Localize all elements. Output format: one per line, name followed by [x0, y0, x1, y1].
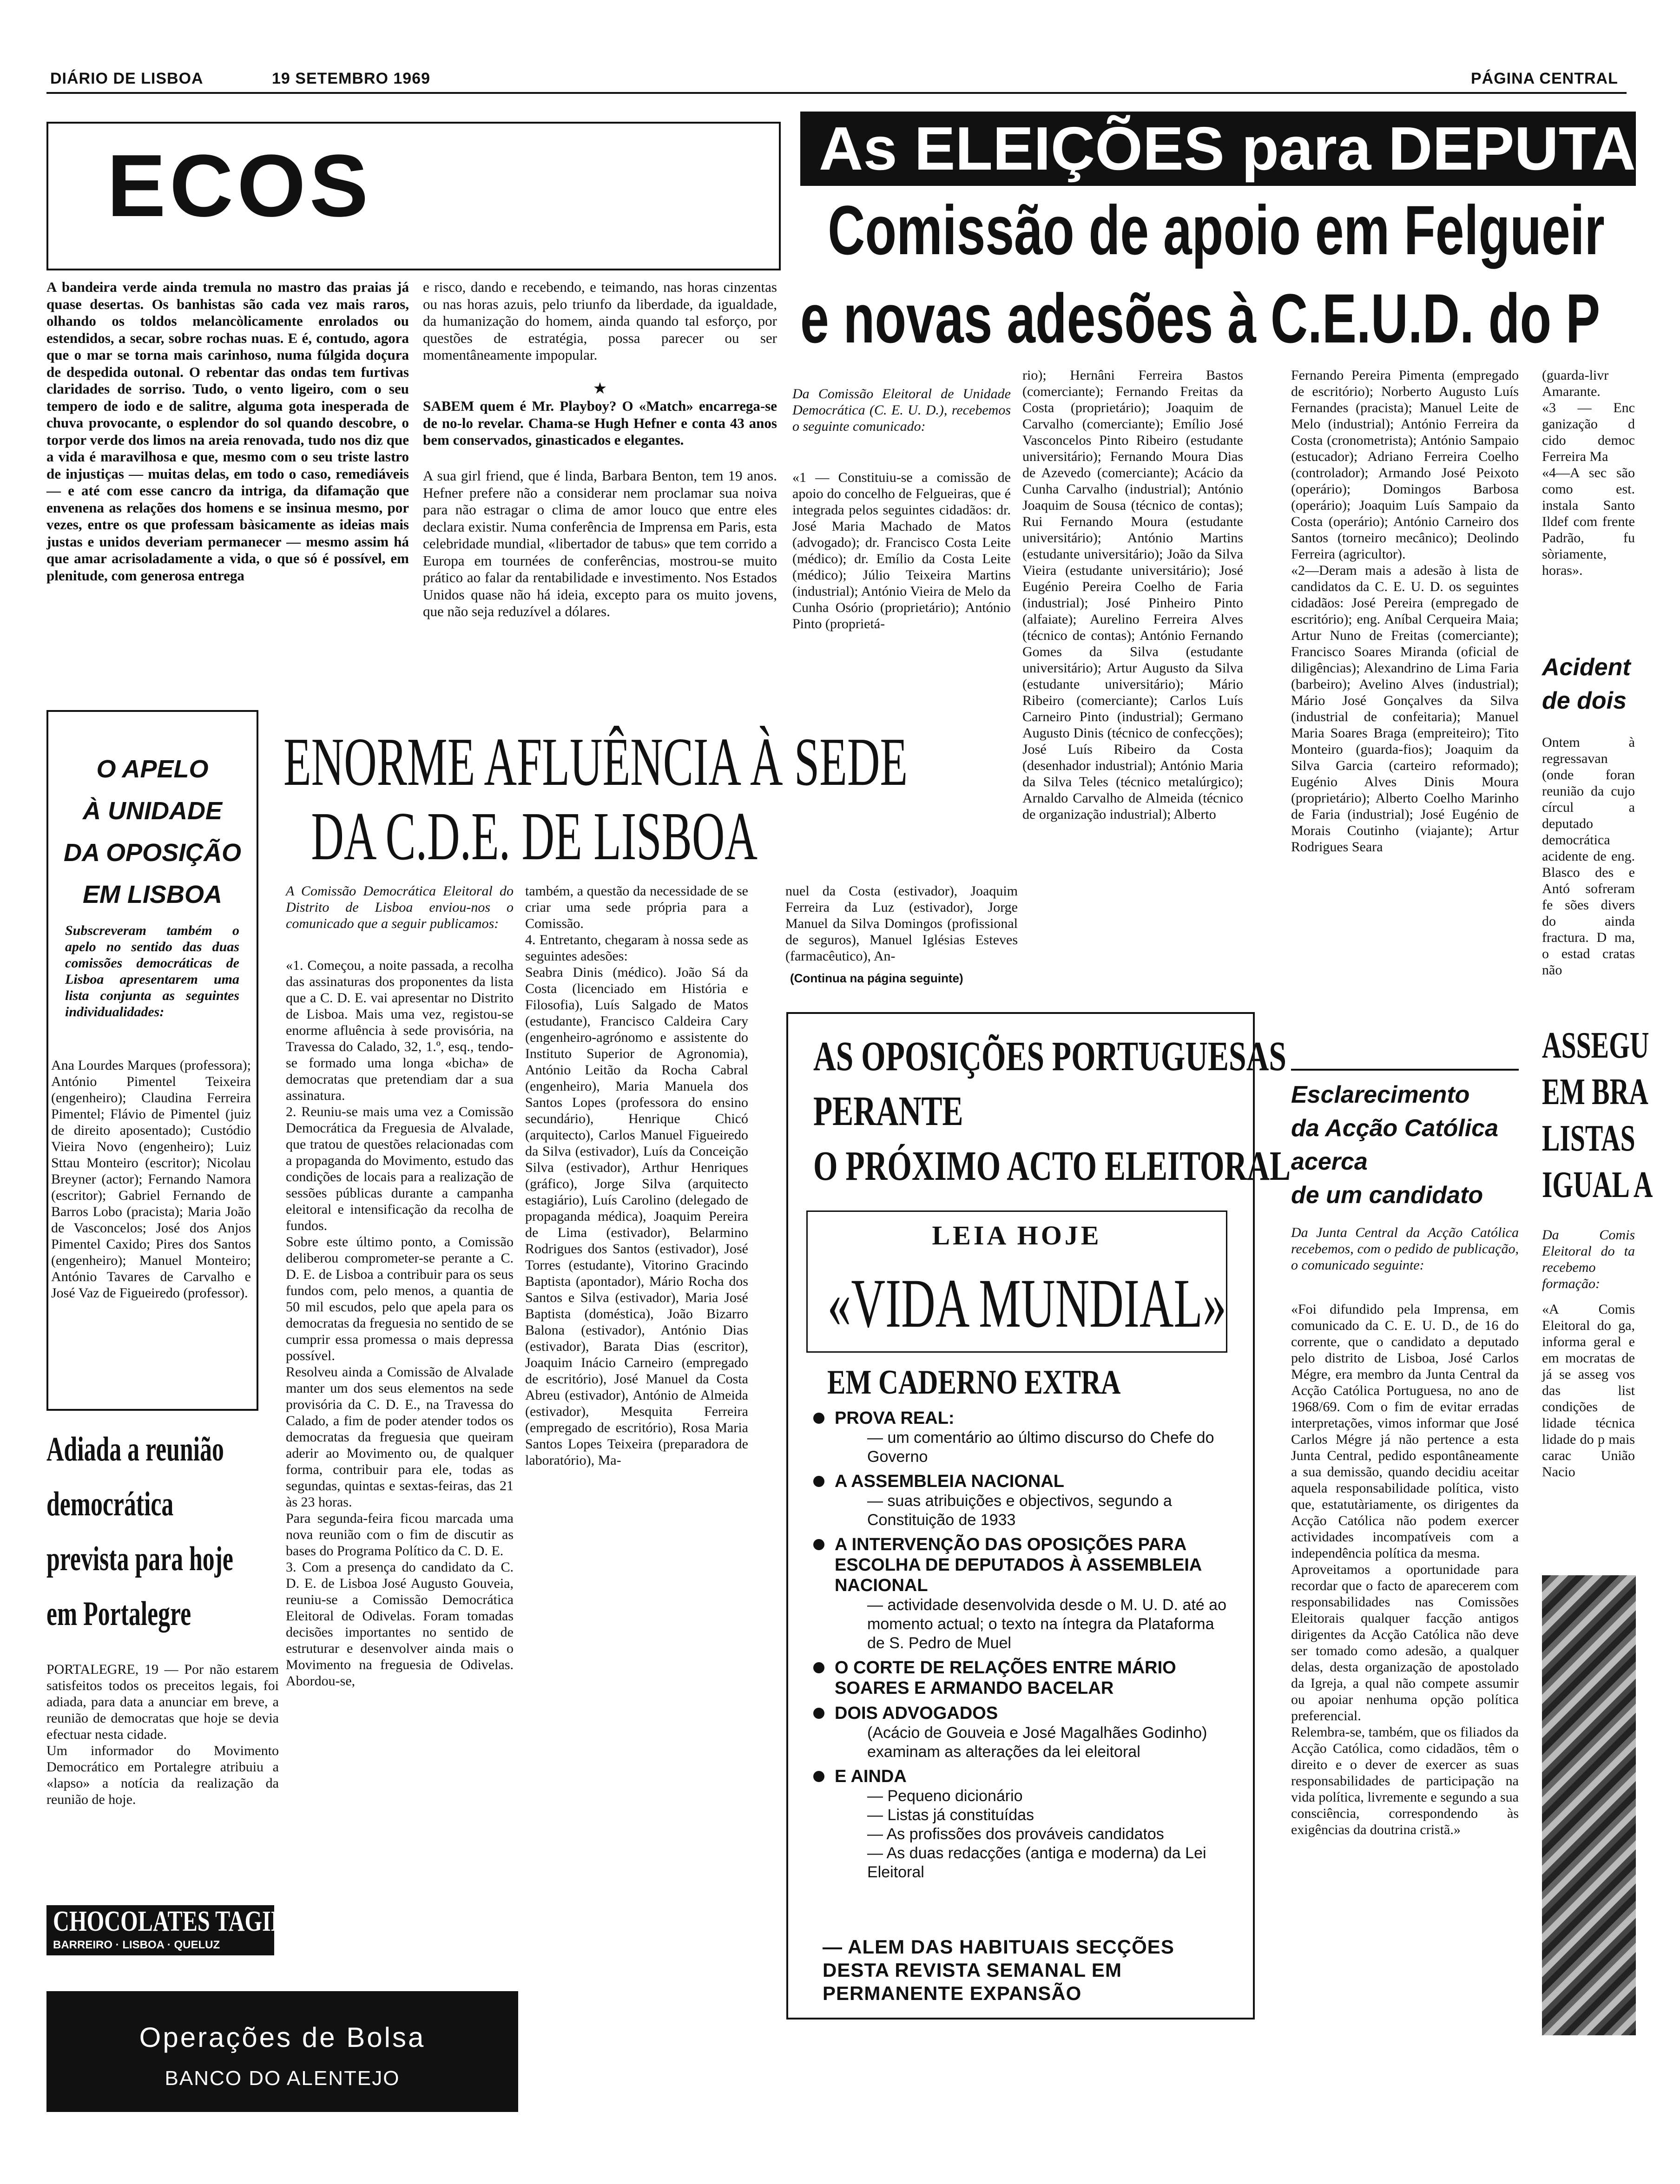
vida-topic-sub: — um comentário ao último discurso do Chefe do Governo [867, 1429, 1214, 1466]
vida-topic-head: A ASSEMBLEIA NACIONAL [835, 1472, 1064, 1491]
cde-headline-1: ENORME AFLUÊNCIA À SEDE [283, 724, 908, 800]
assegu-headline [1542, 1022, 1653, 1217]
cde-column-3: nuel da Costa (estivador), Joaquim Ferreira da Luz (estivador), Jorge Manuel da Silva Domingos (profissional de seguros), Manuel Iglésias Esteves (farmacêutico), An- [785, 883, 1018, 964]
accao-headline-2: da Acção Católica [1291, 1115, 1499, 1142]
star-separator: ★ [593, 380, 607, 397]
vida-topic-item [813, 1534, 1232, 1653]
vida-headline [813, 1029, 1291, 1201]
bullet-icon [813, 1771, 824, 1782]
vida-topic-text [835, 1408, 1232, 1467]
portalegre-headline-3: prevista para hoje [46, 1540, 233, 1578]
vida-topic-sub: — suas atribuições e objectivos, segundo a Constituição de 1933 [867, 1492, 1172, 1529]
vida-title-wrap [818, 1265, 1226, 1342]
vida-topic-text [835, 1471, 1232, 1530]
apelo-title-line-4: EM LISBOA [82, 881, 222, 908]
ecos-column-2b: SABEM quem é Mr. Playboy? O «Match» encarrega-se de no-lo revelar. Chama-se Hugh Hefner e conta 43 anos bem conservados, ginasticados e elegantes. [423, 398, 777, 448]
eleicoes-headline-2-wrap [800, 279, 1636, 357]
cde-column-2: também, a questão da necessidade de se criar uma sede própria para a Comissão. 4. Entretanto, chegaram à nossa sede as seguintes adesões: Seabra Dinis (médico). João Sá da Costa (licenciado em História e Filosofia), Luís Salgado de Matos (estudante), Francisco Caldeira Cary (engenheiro-agrónomo e assistente do Instituto Superior de Agronomia), António Leitão da Rocha Cabral (engenheiro), Maria Manuela dos Santos Lopes (professora do ensino secundário), Henrique Chicó (arquitecto), Carlos Manuel Figueiredo da Silva (estivador), Luís da Conceição Silva (estivador), Arthur Henriques (gráfico), Jorge Silva (arquitecto estagiário), Luís Carolino (delegado de propaganda médica), Joaquim Pereira de Lima (estivador), Belarmino Rodrigues dos Santos (estivador), José Torres (estudante), Vitorino Gracindo Baptista (apontador), Mário Rocha dos Santos e Silva (estivador), Maria José Baptista (doméstica), João Bizarro Balona (estivador), António Dias (estivador), Barata Dias (escritor), Joaquim Inácio Carneiro (empregado de escritório), José Manuel da Costa Abreu (estivador), António de Almeida (estivador), Mesquita Ferreira (empregado de escritório), Rosa Maria Santos Lopes Teixeira (preparadora de laboratório), Ma- [525, 883, 748, 1468]
apelo-body: Ana Lourdes Marques (professora); António Pimentel Teixeira (engenheiro); Claudina Ferreira Pimentel; Flávio de Pimentel (juiz de direito aposentado); Custódio Vieira Novo (engenheiro); Luiz Sttau Monteiro (escritor); Nicolau Breyner (actor); Fernando Namora (escritor); Gabriel Fernando de Barros Lobo (pracista); Maria João de Vasconcelos; José dos Anjos Pimentel Caxido; Pires dos Santos (engenheiro); Manuel Monteiro; António Tavares de Carvalho e José Vaz de Figueiredo (professor). [51, 1058, 251, 1301]
eleicoes-column-2: rio); Hernâni Ferreira Bastos (comerciante); Fernando Freitas da Costa (proprietário); Joaquim de Carvalho (comerciante); Emílio José Vasconcelos Pinto Ribeiro (estudante universitário); Fernando Moura Dias de Azevedo (comerciante); Acácio da Cunha Carvalho (industrial); António Joaquim de Sousa (técnico de contas); Rui Fernando Moura (estudante universitário); António Martins (estudante universitário); João da Silva Vieira (estudante universitário); José Eugénio Pereira Coelho de Faria (industrial); José Pinheiro Pinto (alfaiate); Aurelino Ferreira Alves (técnico de contas); António Fernando Gomes da Silva (estudante universitário); Artur Augusto da Silva (estudante universitário); Mário Ribeiro (comerciante); Carlos Luís Carneiro Pinto (industrial); Germano Augusto Dinis (técnico de confecções); José Luís Ribeiro da Costa (desenhador industrial); António Maria da Silva Teles (técnico metalúrgico); Arnaldo Carvalho de Almeida (técnico de organização industrial); Alberto [1022, 368, 1243, 822]
bolsa-ad-title: Operações de Bolsa [139, 2022, 426, 2053]
vida-mundial-title: «VIDA MUNDIAL» [827, 1265, 1226, 1342]
cde-intro: A Comissão Democrática Eleitoral do Distrito de Lisboa enviou-nos o comunicado que a seguir publicamos: [286, 883, 514, 931]
portalegre-headline [46, 1422, 279, 1645]
eleicoes-column-1: «1 — Constituiu-se a comissão de apoio do concelho de Felgueiras, que é integrada pelos seguintes cidadãos: dr. José Maria Machado de Matos (advogado); dr. Francisco Costa Leite (médico); dr. Emílio da Costa Leite (médico); Júlio Teixeira Martins (industrial); António Vieira de Melo da Cunha Osório (proprietário); António Pinto (proprietá- [792, 470, 1011, 632]
assegu-line-3: LISTAS [1542, 1118, 1635, 1159]
eleicoes-headline-2: e novas adesões à C.E.U.D. do P [800, 279, 1601, 357]
eleicoes-intro: Da Comissão Eleitoral de Unidade Democrática (C. E. U. D.), recebemos o seguinte comunicado: [792, 386, 1011, 434]
eleicoes-banner [800, 112, 1680, 186]
header-rule [46, 92, 1627, 94]
assegu-line-4: IGUAL A [1542, 1164, 1653, 1205]
assegu-line-1: ASSEGU [1542, 1025, 1649, 1066]
issue-date: 19 SETEMBRO 1969 [272, 70, 431, 87]
bolsa-ad [46, 1991, 518, 2112]
caderno-wrap [827, 1362, 1227, 1403]
chocolates-ad [46, 1905, 315, 1955]
vida-topic-sub: — Pequeno dicionário — Listas já constituídas — As profissões dos prováveis candidatos — As duas redacções (antiga e moderna) da Lei Eleitoral [867, 1787, 1206, 1881]
accao-headline [1291, 1078, 1533, 1212]
portalegre-body: PORTALEGRE, 19 — Por não estarem satisfeitos todos os preceitos legais, foi adiada, para data a anunciar em breve, a reunião de democratas que hoje se devia efectuar nesta cidade. Um informador do Movimento Democrático em Portalegre atribuiu a «lapso» a notícia da realização da reunião de hoje. [46, 1662, 279, 1807]
eleicoes-headline-1: Comissão de apoio em Felgueir [828, 191, 1605, 269]
caderno-extra: EM CADERNO EXTRA [827, 1363, 1121, 1401]
acidente-headline-1: Acident [1542, 654, 1631, 681]
bullet-icon [813, 1476, 824, 1487]
vida-topic-item [813, 1471, 1232, 1530]
vida-headline-2: PERANTE [813, 1088, 963, 1134]
eleicoes-column-4: (guarda-livr Amarante. «3 — Enc ganização d cido democ Ferreira Ma «4—A sec são como est. instala Santo Ildef com frente Padrão, fu sòriamente, horas». [1542, 368, 1635, 578]
vida-topic-head: E AINDA [835, 1767, 907, 1786]
leia-hoje: LEIA HOJE [932, 1220, 1102, 1250]
bullet-icon [813, 1539, 824, 1550]
cropped-photo [1542, 1575, 1636, 2035]
apelo-title-line-1: O APELO [96, 755, 209, 783]
accao-body: «Foi difundido pela Imprensa, em comunicado da C. E. U. D., de 16 do corrente, que o candidato a deputado pelo distrito de Lisboa, José Carlos Mégre, era membro da Junta Central da Acção Católica Portuguesa, no ano de 1968/69. Com o fim de evitar erradas interpretações, vimos informar que José Carlos Mégre já não pertence a esta Junta Central, pedido espontâneamente a sua demissão, quando decidiu aceitar aquela responsabilidade política, visto que, estatutàriamente, os dirigentes da Acção Católica não podem exercer actividades incompatíveis com a independência política da mesma. Aproveitamos a oportunidade para recordar que o facto de aparecerem com responsabilidades nas Comissões Eleitorais qualquer facção antigos dirigentes da Acção Católica não deve ser tomado como adesão, a qualquer delas, desta organização de apostolado da Igreja, a qual não compete assumir ou apoiar nenhuma opção política preferencial. Relembra-se, também, que os filiados da Acção Católica, como cidadãos, têm o direito e o dever de exercer as suas responsabilidades de participação na vida política, livremente e segundo a sua consciência, correspondendo às exigências da doutrina cristã.» [1291, 1302, 1519, 1837]
vida-topic-head: O CORTE DE RELAÇÕES ENTRE MÁRIO SOARES E ARMANDO BACELAR [835, 1658, 1176, 1698]
vida-topic-list [813, 1408, 1232, 1887]
eleicoes-column-3: Fernando Pereira Pimenta (empregado de escritório); Norberto Augusto Luís Fernandes (pracista); Manuel Leite de Melo (industrial); António Ferreira da Costa (cronometrista); António Sampaio (estucador); Adriano Ferreira Coelho (controlador); Armando José Peixoto (operário); Domingos Barbosa (operário); Joaquim Luís Sampaio da Costa (operário); António Carneiro dos Santos (torneiro mecânico); Deolindo Ferreira (agricultor). «2—Deram mais a adesão à lista de candidatos da C. E. U. D. os seguintes cidadãos: José Pereira (empregado de escritório); eng. Aníbal Cerqueira Maia; Artur Nuno de Freitas (comerciante); Francisco Soares Miranda (oficial de diligências); Alexandrino de Lima Faria (barbeiro); Avelino Alves (industrial); Mário José Gonçalves da Silva (industrial de confeitaria); Manuel Maria Soares Braga (empreiteiro); Tito Monteiro (guarda-fios); Joaquim da Silva Garcia (carteiro reformado); Eugénio Alves Dinis Moura (proprietário); Alberto Coelho Marinho de Faria (industrial); José Eugénio de Morais Coutinho (viajante); Artur Rodrigues Seara [1291, 368, 1519, 855]
portalegre-headline-1: Adiada a reunião [46, 1430, 224, 1468]
assegu-line-2: EM BRA [1542, 1072, 1648, 1112]
comis-intro: Da Comis Eleitoral do ta recebemo formação: [1542, 1227, 1635, 1291]
apelo-title-line-2: À UNIDADE [82, 797, 222, 825]
accao-intro: Da Junta Central da Acção Católica recebemos, com o pedido de publicação, o comunicado seguinte: [1291, 1225, 1519, 1273]
accao-headline-1: Esclarecimento [1291, 1081, 1470, 1108]
vida-topic-text [835, 1703, 1232, 1762]
comis-body: «A Comis Eleitoral do ga, informa geral e em mocratas de já se asseg vos das list condições de lidade técnica lidade do p mais carac União Nacio [1542, 1302, 1635, 1480]
ecos-column-2c: A sua girl friend, que é linda, Barbara Benton, tem 19 anos. Hefner prefere não a considerar nem proclamar sua noiva para não estragar o clima de amor louco que entre eles declara existir. Numa conferência de Imprensa em Paris, esta celebridade mundial, «libertador de tabus» que tem corrido a Europa em tournées de conferências, mostrou-se muito prático ao falar da rentabilidade e investimento. Nos Estados Unidos quase não há ideia, excepto para os muito jovens, que não seja reduzível a dólares. [423, 467, 777, 619]
bullet-icon [813, 1708, 824, 1719]
acidente-headline-2: de dois [1542, 687, 1627, 714]
ecos-column-1: A bandeira verde ainda tremula no mastro das praias já quase desertas. Os banhistas são cada vez mais raros, olhando os toldos melancòlicamente enrolados ou estendidos, a secar, sobre rochas nuas. E é, contudo, agora que o mar se torna mais carinhoso, numa fúlgida doçura de despedida outonal. O rebentar das ondas tem furtivas claridades de sorriso. Tudo, o vento ligeiro, com o seu tempero de iodo e de salitre, alguma gota inesperada de chuva provocante, o esplendor do sol quando descobre, o torpor verde dos limos na areia renovada, tudo nos diz que a vida é maravilhosa e que, mesmo com o seu triste lastro de injustiças — muitas delas, em todo o caso, remediáveis — e até com esse cancro da intriga, da difamação que envenena as relações dos homens e se insinua mesmo, por vezes, entre os que professam bàsicamente as ideias mais justas e unidos deveriam permanecer — mesmo assim há que amar acrisoladamente a vida, o que só é possível, em plenitude, com generosa entrega [46, 279, 409, 584]
vida-topic-sub: (Acácio de Gouveia e José Magalhães Godinho) examinam as alterações da lei eleitoral [867, 1724, 1207, 1761]
vida-topic-text [835, 1766, 1232, 1882]
vida-topic-sub: — actividade desenvolvida desde o M. U. D. até ao momento actual; o texto na íntegra da Plataforma de S. Pedro de Muel [867, 1596, 1226, 1652]
acidente-body: Ontem à regressavan (onde foran reunião da cujo círcul a deputado democrática acidente de eng. Blasco des e Antó sofreram fe sões divers do ainda fractura. D ma, o estad cratas não [1542, 735, 1635, 978]
chocolates-ad-places: BARREIRO · LISBOA · QUELUZ [53, 1939, 220, 1951]
chocolates-ad-title: CHOCOLATES TAGIDES [53, 1906, 315, 1937]
apelo-title-line-3: DA OPOSIÇÃO [63, 839, 242, 867]
portalegre-headline-2: democrática [46, 1485, 174, 1523]
vida-topic-item [813, 1703, 1232, 1762]
newspaper-name: DIÁRIO DE LISBOA [50, 70, 204, 87]
portalegre-headline-4: em Portalegre [46, 1595, 191, 1633]
cde-column-1: «1. Começou, a noite passada, a recolha das assinaturas dos proponentes da lista que a C. D. E. vai apresentar no Distrito de Lisboa. Mais uma vez, registou-se enorme afluência à sede provisória, na Travessa do Calado, 32, 1.º, esq., tendo-se formado uma longa «bicha» de democratas que pretendiam dar a sua assinatura. 2. Reuniu-se mais uma vez a Comissão Democrática da Freguesia de Alvalade, que tratou de questões relacionadas com a propaganda do Movimento, estudo das condições de locais para a realização de sessões públicas durante a campanha eleitoral e intensificação da recolha de fundos. Sobre este último ponto, a Comissão deliberou comprometer-se perante a C. D. E. de Lisboa a contribuir para os seus fundos com, pelo menos, a quantia de 50 mil escudos, pelo que apela para os democratas da freguesia no sentido de se cumprir essa promessa o mais depressa possível. Resolveu ainda a Comissão de Alvalade manter um dos seus elementos na sede provisória da C. D. E., na Travessa do Calado, a fim de poder atender todos os democratas da freguesia que queiram aderir ao Movimento ou, de qualquer forma, contribuir para ele, todas as segundas, quintas e sextas-feiras, das 21 às 23 horas. Para segunda-feira ficou marcada uma nova reunião com o fim de discutir as bases do Programa Político da C. D. E. 3. Com a presença do candidato da C. D. E. de Lisboa José Augusto Gouveia, reuniu-se a Comissão Democrática Eleitoral de Odivelas. Foram tomadas decisões importantes no sentido de estruturar e desenvolver ainda mais o Movimento na freguesia de Odivelas. Abordou-se, [286, 958, 514, 1689]
vida-headline-1: AS OPOSIÇÕES PORTUGUESAS [813, 1033, 1286, 1079]
acidente-headline [1542, 651, 1636, 717]
cde-headline-2: DA C.D.E. DE LISBOA [311, 798, 758, 875]
eleicoes-banner-text: As ELEIÇÕES para DEPUTAD [819, 114, 1680, 183]
vida-headline-3: O PRÓXIMO ACTO ELEITORAL [813, 1143, 1291, 1189]
vida-topic-text [835, 1658, 1232, 1698]
vida-topic-item [813, 1658, 1232, 1698]
apelo-title [46, 748, 258, 915]
accao-headline-3: acerca [1291, 1148, 1368, 1175]
vida-topic-text [835, 1534, 1232, 1653]
ecos-column-2a: e risco, dando e recebendo, e teimando, nas horas cinzentas ou nas horas azuis, pelo triunfo da liberdade, da igualdade, da humanização do homem, ainda quando tal esforço, por questões de estratégia, possa parecer ou ser momentâneamente impopular. [423, 279, 777, 363]
bullet-icon [813, 1662, 824, 1673]
ecos-title: ECOS [107, 137, 372, 235]
eleicoes-headline-1-wrap [800, 191, 1636, 269]
vida-topic-head: A INTERVENÇÃO DAS OPOSIÇÕES PARA ESCOLHA DE DEPUTADOS À ASSEMBLEIA NACIONAL [835, 1535, 1201, 1595]
bullet-icon [813, 1413, 824, 1424]
continua-note: (Continua na página seguinte) [790, 971, 963, 985]
cde-headline [283, 725, 1036, 878]
page-section: PÁGINA CENTRAL [1471, 70, 1618, 87]
apelo-intro: Subscreveram também o apelo no sentido das duas comissões democráticas de Lisboa apresentarem uma lista conjunta as seguintes individualidades: [65, 923, 239, 1020]
vida-topic-item [813, 1408, 1232, 1467]
vida-topic-head: DOIS ADVOGADOS [835, 1704, 998, 1723]
bolsa-ad-bank: BANCO DO ALENTEJO [165, 2067, 400, 2090]
vida-topic-head: PROVA REAL: [835, 1408, 955, 1428]
vida-topic-item [813, 1766, 1232, 1882]
accao-top-rule [1291, 1069, 1519, 1071]
vida-footer: — ALEM DAS HABITUAIS SECÇÕES DESTA REVISTA SEMANAL EM PERMANENTE EXPANSÃO [823, 1936, 1174, 2004]
accao-headline-4: de um candidato [1291, 1182, 1483, 1209]
